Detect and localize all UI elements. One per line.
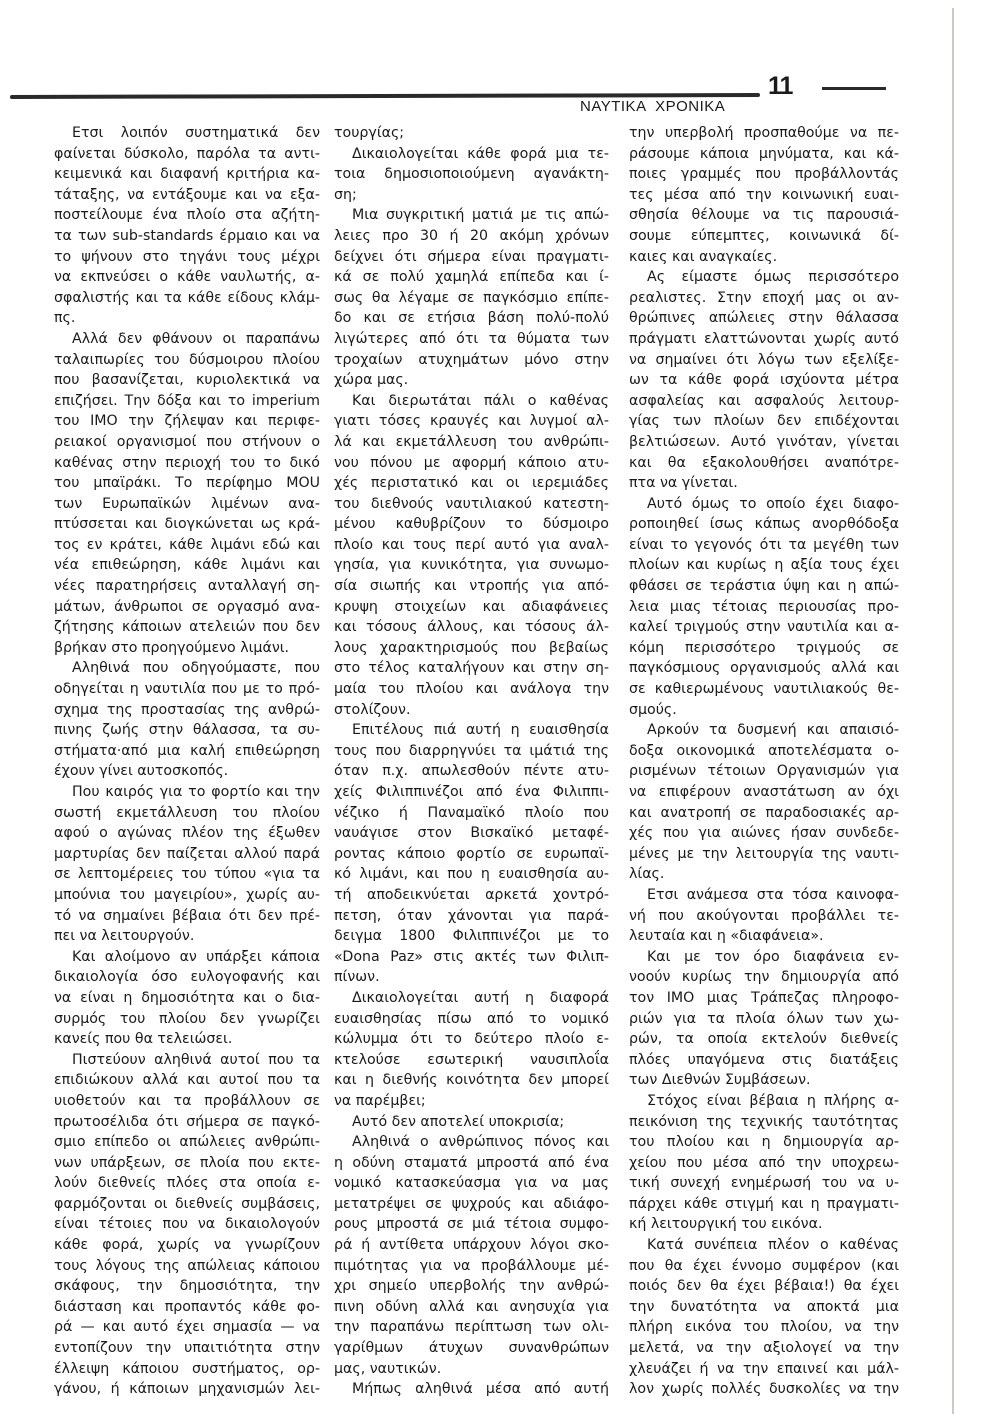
text-line: του πλοίου και η δημιουργία αρ- [629,1134,899,1151]
text-line: ση; [334,186,357,203]
text-line: έλλειψη κάποιου συστήματος, ορ- [54,1360,320,1377]
text-line: τάταξης, να εντάξουμε και να εξα- [54,186,320,203]
text-line: ων τα κάθε φορά ισχύοντα μέτρα [629,372,899,389]
text-line: χλευάζει ή να την επαινεί και μάλ- [629,1360,899,1377]
text-line: ρών, τα οποία εκτελούν διεθνείς [629,1031,899,1048]
text-line: σκάφους, την δημοσιότητα, την [54,1278,320,1295]
paragraph-first-line: Μήπως αληθινά μέσα από αυτή [352,1381,609,1398]
text-line: λούν διεθνείς πλόες στα οποία ε- [54,1175,320,1192]
text-line: του ΙΜΟ την ζήλεψαν και περιφε- [54,413,320,430]
text-line: κό λιμάνι, και που η ευαισθησία αυ- [334,866,609,883]
text-line: γίας των πλοίων δεν επιδέχονται [629,413,899,430]
text-line: σουμε εύπεμπτες, κοινωνικά δί- [629,227,899,244]
text-line: λον χωρίς πολλές δυσκολίες να την [629,1381,899,1398]
text-line: νου πόνου με αφορμή κάποιο ατυ- [334,454,609,471]
text-line: ποστείλουμε ένα πλοίο στα αζήτη- [54,207,320,224]
text-line: γάνου, ή κάποιων μηχανισμών λει- [54,1381,320,1398]
text-line: τουργίας; [334,125,405,141]
text-line: δειγμα 1800 Φιλιππινέζοι με το [334,928,609,945]
text-line: πρωτοσέλιδα ότι σήμερα σε παγκό- [54,1113,320,1130]
text-line: πλήρη εικόνα του πλοίου, να την [629,1319,899,1336]
text-line: νέα επιθεώρηση, κάθε λιμάνι και [54,557,320,574]
text-line: παγκόσμιους οργανισμούς αλλά και [629,660,899,677]
text-line: αφού ο αγώνας πλέον της έξωθεν [54,825,320,842]
text-line: είναι τέτοιες που να δικαιολογούν [54,1216,320,1233]
text-line: την παραπάνω περίπτωση των ολι- [334,1319,609,1336]
article-column-2 [334,123,609,1400]
text-line: πτα να γίνεται. [629,475,738,492]
text-line: συρμός του πλοίου δεν γνωρίζει [54,1010,320,1027]
text-line: ρεαλιστες. Στην εποχή μας οι αν- [629,289,899,306]
text-line: λά και εκμετάλλευση του ανθρώπι- [334,433,609,450]
text-line: να επιφέρουν αναστάτωση αν όχι [629,784,899,800]
text-line: ράσουμε κάποια μηνύματα, και κά- [629,145,899,162]
text-line: στολίζουν. [334,701,411,718]
text-line: νέζικο ή Παναμαϊκό πλοίο που [334,804,609,821]
text-line: έχουν γίνει αυτοσκοπός. [54,763,229,780]
text-line: πλόες υπαγόμενα στις διατάξεις [629,1051,899,1068]
text-line: χρι σημείο υπερβολής την ανθρώ- [334,1278,609,1295]
text-line: να είναι η δημοσιότητα και ο δια- [54,989,320,1006]
text-line: πει να λειτουργούν. [54,928,195,945]
text-line: πτύσσεται και διογκώνεται ως κρά- [54,516,320,533]
text-line: σία σιωπής και ντροπής για από- [334,578,609,595]
text-line: κειμενικά και διαφανή κριτήρια κα- [54,166,320,183]
text-line: κάθε φορά, χωρίς να γνωρίζουν [54,1237,320,1254]
text-line: νομικό κατασκεύασμα για να μας [334,1175,609,1192]
text-line: ροντας κάποιο φορτίο σε ευρωπαϊ- [334,845,609,862]
paragraph-first-line: Αλλά δεν φθάνουν οι παραπάνω [72,330,320,347]
text-line: βελτιώσεων. Αυτό γινόταν, γίνεται [629,433,899,450]
text-line: το ψήνουν στο τηγάνι τους μέχρι [54,248,320,265]
text-line: σε λεπτομέρειες του τύπου «για τα [54,866,320,883]
text-line: «Dona Paz» στις ακτές των Φιλιπ- [334,948,609,965]
text-line: την δυνατότητα να αποκτά μια [629,1298,899,1315]
text-line: νοούν κυρίως την δημιουργία από [629,969,899,986]
text-line: καθένας στην περιοχή του το δικό [54,454,320,471]
text-line: δικαιολογία όσο ευλογοφανής και [54,969,320,986]
text-line: διάσταση και προπαντός κάθε φο- [54,1298,320,1315]
article-column-1 [54,123,320,1400]
text-line: φθάσει σε τεράστια ύψη και η απώ- [629,578,899,595]
text-line: σμιο επίπεδο οι απώλειες ανθρώπι- [54,1134,320,1151]
text-line: υιοθετούν και τα προβάλλουν σε [54,1092,320,1109]
text-line: την υπερβολή προσπαθούμε να πε- [629,125,899,141]
text-line: οδηγείται η ναυτιλία που με το πρό- [54,681,320,698]
text-line: χώρα μας. [334,372,409,389]
text-line: που βασανίζεται, κυριολεκτικά να [54,372,320,389]
text-line: τική συνεχή ενημέρωσή του να υ- [629,1175,899,1192]
text-line: στήματα·από μια καλή επιθεώρηση [54,742,320,759]
text-line: μάτων, άνθρωποι σε οργασμό ανα- [54,598,320,615]
paragraph-first-line: Κατά συνέπεια πλέον ο καθένας [647,1237,899,1254]
text-line: ρά — και αυτό έχει σημασία — να [54,1319,320,1336]
text-line: τες μέσα από την κοινωνική ευαι- [629,186,899,203]
text-line: κτελούσε εσωτερική ναυσιπλοΐα [334,1051,609,1068]
text-line: τό να σημαίνει βέβαια ότι δεν πρέ- [54,907,320,924]
text-line: τος εν κράτει, κάθε λιμάνι εδώ και [54,536,320,553]
paragraph-first-line: Επιτέλους πιά αυτή η ευαισθησία [352,722,609,739]
text-line: πεικόνιση της τεχνικής ταυτότητας [629,1113,899,1130]
text-line: εντοπίζουν την υπαιτιότητα στην [54,1340,320,1357]
text-line: πινη οδύνη αλλά και ανησυχία για [334,1298,609,1315]
text-line: κά σε πολύ χαμηλά επίπεδα και ί- [334,269,609,286]
text-line: φαίνεται δύσκολο, παρόλα τα αντι- [54,145,320,162]
text-line: κώλυμμα ότι το δεύτερο πλοίο ε- [334,1031,609,1048]
text-line: καλεί τριγμούς στην ναυτιλία και α- [629,619,899,636]
text-line: κανείς που θα τελειώσει. [54,1031,233,1048]
text-line: δο και σε ετήσια βάση πολύ-πολύ [334,310,609,327]
paragraph-first-line: Δικαιολογείται κάθε φορά μια τε- [352,145,609,162]
text-line: είναι το γεγονός ότι τα μεγέθη των [629,536,899,553]
text-line: όταν π.χ. απωλεσθούν πέντε ατυ- [334,763,609,780]
text-line: σως θα λέγαμε σε παγκόσμιο επίπε- [334,289,609,306]
text-line: πετση, όταν χάνονται για παρά- [334,907,609,924]
text-line: λευταία και η «διαφάνεια». [629,928,824,945]
text-line: πίνων. [334,969,380,986]
paragraph-first-line: Αληθινά ο ανθρώπινος πόνος και [352,1134,609,1151]
text-line: πς. [54,310,76,327]
text-line: γαρίθμων άτυχων συνανθρώπων [334,1340,609,1357]
text-line: τα των sub-standards έρμαιο και να [54,227,320,244]
paragraph-first-line: Και αλοίμονο αν υπάρξει κάποια [72,948,320,965]
text-line: ευαισθησίας πίσω από το νομικό [334,1010,609,1027]
text-line: τους που διαρρηγνύει τα ιμάτιά της [334,742,609,759]
text-line: του διεθνούς ναυτιλιακού κατεστη- [334,495,609,512]
text-line: χές περιστατικό και οι ιερεμιάδες [334,475,609,492]
text-line: γησία, για κυνικότητα, για συνωμο- [334,557,609,574]
text-line: κή λειτουργική του εικόνα. [629,1216,823,1233]
text-line: ναυάγισε στον Βισκαϊκό μεταφέ- [334,825,609,842]
text-line: ποιός δεν θα έχει βέβαια!) θα έχει [629,1278,899,1295]
text-line: και θα εξακολουθήσει αναπότρε- [629,454,899,471]
paragraph-first-line: Και διερωτάται πάλι ο καθένας [352,392,609,409]
text-line: ζήτησης κάποιων ατελειών που δεν [54,619,320,636]
text-line: και ανατροπή σε παραδοσιακές αρ- [629,804,899,821]
text-line: μένου καθυβρίζουν το δύσμοιρο [334,516,609,533]
text-line: δοξα οικονομικά αποτελέσματα ο- [629,742,899,759]
text-line: ρειακοί οργανισμοί που στήνουν ο [54,433,320,450]
scan-edge-line [952,8,954,1414]
text-line: μαία του πλοίου και ανάλογα την [334,681,609,698]
text-line: μαρτυρίας δεν παίζεται αλλού παρά [54,845,320,862]
text-line: ποιες γραμμές που προβάλλοντάς [629,166,899,183]
text-line: να παρέμβει; [334,1092,426,1109]
text-line: και τόσους άλλους, και τόσους άλ- [334,619,609,636]
text-line: σμούς. [629,701,677,718]
paragraph-first-line: Και με τον όρο διαφάνεια εν- [647,948,899,965]
text-line: ροποιηθεί ίσως κάπως ανορθόδοξα [629,516,899,533]
text-line: πράγματι ελαττώνονται χωρίς αυτό [629,330,899,347]
text-line: χείς Φιλιππινέζοι από ένα Φιλιππι- [334,784,609,800]
text-line: τοια δημοσιοποιούμενη αγανάκτη- [334,166,609,183]
text-line: τον ΙΜΟ μιας Τράπεζας πληροφο- [629,989,899,1006]
text-line: τροχαίων ατυχημάτων μόνο στην [334,351,609,368]
text-line: ασφαλείας και ασφαλούς λειτουρ- [629,392,899,409]
text-line: φαρμόζονται οι διεθνείς συμβάσεις, [54,1195,320,1212]
text-line: πλοίων και κυρίως η αξία τους έχει [629,557,899,574]
page-number: 11 [768,72,793,100]
text-line: πάρχει κάθε στιγμή και η πραγματι- [629,1195,899,1212]
text-line: τή αποδεικνύεται αρκετά χοντρό- [334,886,609,903]
text-line: να σημαίνει ότι λόγω των εξελίξε- [629,351,899,368]
paragraph-first-line: Ετσι λοιπόν συστηματικά δεν [72,125,320,141]
text-line: των Ευρωπαϊκών λιμένων ανα- [54,495,320,512]
text-line: ρά ή αντίθετα υπάρχουν λόγοι σκο- [334,1237,609,1254]
text-line: που θα έχει έννομο συμφέρον (και [629,1257,899,1274]
text-line: να εκπνεύσει ο κάθε ναυλωτής, α- [54,269,320,286]
paragraph-first-line: Αληθινά που οδηγούμαστε, που [72,660,320,677]
text-line: πλοίο και τους περί αυτό για αναλ- [334,536,609,553]
text-line: νων υπάρξεων, σε πλοία που εκτε- [54,1154,320,1171]
text-line: επιδιώκουν αλλά και αυτοί που τα [54,1072,320,1089]
text-line: ρισμένων τέτοιων Οργανισμών για [629,763,899,780]
paragraph-first-line: Ας είμαστε όμως περισσότερο [647,269,899,286]
paragraph-first-line: Μια συγκριτική ματιά με τις απώ- [352,207,609,224]
text-line: σφαλιστής και τα κάθε είδους κλάμ- [54,289,320,306]
text-line: ριών για τα πλοία όλων των χω- [629,1010,899,1027]
paragraph-first-line: Αρκούν τα δυσμενή και απαισιό- [647,722,899,739]
text-line: λιγώτερες από ότι τα θύματα των [334,330,609,347]
text-line: ταλαιπωρίες του δύσμοιρου πλοίου [54,351,320,368]
paragraph-first-line: Στόχος είναι βέβαια η πλήρης α- [647,1092,899,1109]
text-line: λειες προ 30 ή 20 ακόμη χρόνων [334,227,609,244]
header-rule-right [822,87,886,90]
text-line: καιες και αναγκαίες. [629,248,778,265]
paragraph-first-line: Πιστεύουν αληθινά αυτοί που τα [72,1051,320,1068]
text-line: βρήκαν στο προηγούμενο λιμάνι. [54,639,290,656]
paragraph-first-line: Αυτό δεν αποτελεί υποκρισία; [352,1113,565,1130]
text-line: η οδύνη σταματά μπροστά από ένα [334,1154,609,1171]
paragraph-first-line: Ετσι ανάμεσα στα τόσα καινοφα- [647,886,899,903]
text-line: χείου που μέσα από την υποχρεω- [629,1154,899,1171]
text-line: μελετά, να την αξιολογεί να την [629,1340,899,1357]
text-line: σε καθιερωμένους ναυτιλιακούς θε- [629,681,899,698]
text-line: χές που για αιώνες ήσαν συνδεδε- [629,825,899,842]
text-line: σθησία θέλουμε να τις παρουσιά- [629,207,899,224]
paragraph-first-line: Που καιρός για το φορτίο και την [72,784,320,800]
text-line: και η διεθνής κοινότητα δεν μπορεί [334,1072,609,1089]
text-line: λους χαρακτηρισμούς που βεβαίως [334,639,609,656]
text-line: μπούνια του μαγειρίου», χωρίς αυ- [54,886,320,903]
text-line: ρους μπροστά σε μιά τέτοια συμφο- [334,1216,609,1233]
text-line: τους λόγους της απώλειας κάποιου [54,1257,320,1274]
text-line: κόμη περισσότερο τριγμούς σε [629,639,899,656]
text-line: μένες με την λειτουργία της ναυτι- [629,845,899,862]
text-line: λίας. [629,866,665,883]
text-line: νέες παρατηρήσεις ανταλλαγή ση- [54,578,320,595]
text-line: πιμότητας για να προβάλλουμε μέ- [334,1257,609,1274]
paragraph-first-line: Αυτό όμως το οποίο έχει διαφο- [647,495,899,512]
text-line: κρυψη στοιχείων και αδιαφάνειες [334,598,609,615]
text-line: δείχνει ότι σήμερα είναι πραγματι- [334,248,609,265]
text-line: του μπαϊράκι. Το περίφημο MOU [54,475,320,492]
paragraph-first-line: Δικαιολογείται αυτή η διαφορά [352,989,609,1006]
text-line: των Διεθνών Συμβάσεων. [629,1072,811,1089]
text-line: μας, ναυτικών. [334,1360,442,1377]
text-line: γιατι τόσες κραυγές και λυγμοί αλ- [334,413,609,430]
text-line: θρώπινες απώλειες στην θάλασσα [629,310,899,327]
text-line: πινης ζωής στην θάλασσα, τα συ- [54,722,320,739]
text-line: σχημα της προστασίας της ανθρώ- [54,701,320,718]
text-line: στο τέλος καταλήγουν και στην ση- [334,660,609,677]
text-line: επιζήσει. Την δόξα και το imperium [54,392,320,409]
text-line: σωστή εκμετάλλευση του πλοίου [54,804,320,821]
text-line: νή που ακούγονται προβάλλει τε- [629,907,899,924]
text-line: μετατρέψει σε ψυχρούς και αδιάφο- [334,1195,609,1212]
text-line: λεια μιας τέτοιας περιουσίας προ- [629,598,899,615]
article-column-3 [629,123,899,1400]
running-title: ΝΑΥΤΙΚΑ ΧΡΟΝΙΚΑ [580,98,726,115]
